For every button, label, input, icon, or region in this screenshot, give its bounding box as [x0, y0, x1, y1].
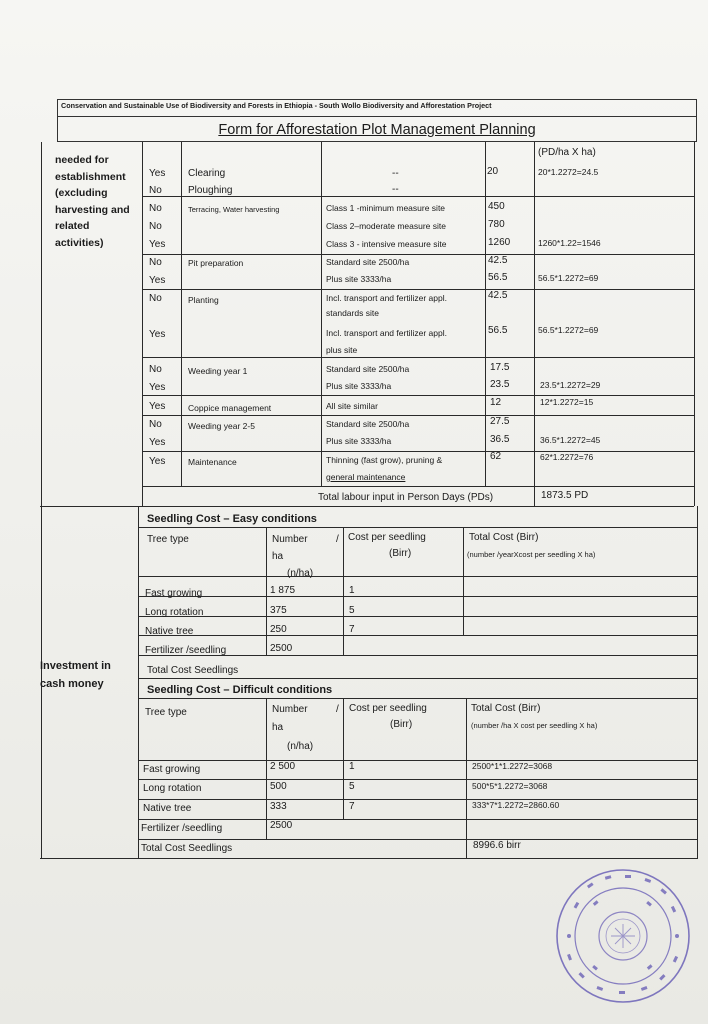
value-coppice: 12 — [490, 397, 502, 408]
spec-ploughing: -- — [392, 184, 399, 195]
easy-col-cost-unit: (Birr) — [389, 548, 412, 559]
spec-coppice: All site similar — [326, 401, 378, 411]
spec-planting-standard: Incl. transport and fertilizer appl. — [326, 293, 447, 303]
formula-coppice: 12*1.2272=15 — [540, 397, 594, 407]
spec-weeding25-plus: Plus site 3333/ha — [326, 436, 392, 446]
spec-planting-plus: Incl. transport and fertilizer appl. — [326, 328, 447, 338]
yn-weeding1-standard: No — [149, 364, 162, 375]
difficult-cost-long-rotation: 5 — [349, 781, 355, 792]
formula-weeding1-plus: 23.5*1.2272=29 — [540, 380, 601, 390]
value-clearing: 20 — [487, 166, 499, 177]
yn-maintenance: Yes — [149, 456, 166, 467]
spec-weeding1-plus: Plus site 3333/ha — [326, 381, 392, 391]
easy-col-number-ha: ha — [272, 551, 284, 562]
easy-number-fast-growing: 1 875 — [270, 585, 296, 596]
investment-section-label: Investment in cash money — [40, 660, 111, 690]
difficult-col-total-formula: (number /ha X cost per seedling X ha) — [471, 721, 598, 730]
difficult-number-native: 333 — [270, 801, 287, 812]
formula-pit-plus: 56.5*1.2272=69 — [538, 273, 599, 283]
activity-weeding-year-1: Weeding year 1 — [188, 366, 248, 376]
yn-pit-standard: No — [149, 257, 162, 268]
difficult-col-cost: Cost per seedling — [349, 703, 427, 714]
value-weeding1-plus: 23.5 — [490, 379, 510, 390]
easy-total-cost-label: Total Cost Seedlings — [147, 665, 239, 676]
easy-col-total-formula: (number /yearXcost per seedling X ha) — [467, 550, 596, 559]
easy-col-number-slash: / — [336, 534, 339, 545]
yn-terracing-1: No — [149, 203, 162, 214]
total-labour-value: 1873.5 PD — [541, 490, 589, 501]
easy-col-cost: Cost per seedling — [348, 532, 426, 543]
yn-pit-plus: Yes — [149, 275, 166, 286]
value-planting-plus: 56.5 — [488, 325, 508, 336]
yn-weeding25-standard: No — [149, 419, 162, 430]
yn-terracing-2: No — [149, 221, 162, 232]
project-title: Conservation and Sustainable Use of Biodiversity and Forests in Ethiopia - South Wollo Biodiversity and Afforestation Project — [57, 99, 697, 117]
easy-number-long-rotation: 375 — [270, 605, 287, 616]
value-weeding25-standard: 27.5 — [490, 416, 510, 427]
official-stamp — [553, 866, 693, 1006]
labour-section-label: needed for establishment (excluding harvesting and related activities) — [55, 154, 130, 249]
yn-ploughing: No — [149, 185, 162, 196]
activity-ploughing: Ploughing — [188, 185, 233, 196]
difficult-col-total: Total Cost (Birr) — [471, 703, 541, 714]
difficult-col-cost-unit: (Birr) — [390, 719, 413, 730]
easy-number-native: 250 — [270, 624, 287, 635]
difficult-total-cost-value: 8996.6 birr — [473, 840, 521, 851]
difficult-tree-native: Native tree — [143, 803, 192, 814]
yn-planting-plus: Yes — [149, 329, 166, 340]
easy-tree-fast-growing: Fast growing — [145, 588, 203, 599]
spec-class1: Class 1 -minimum measure site — [326, 203, 446, 213]
spec-clearing: -- — [392, 168, 399, 179]
activity-pit-preparation: Pit preparation — [188, 258, 244, 268]
easy-col-number: Number — [272, 534, 308, 545]
difficult-total-native: 333*7*1.2272=2860.60 — [472, 800, 560, 810]
easy-col-tree-type: Tree type — [147, 534, 189, 545]
easy-cost-fast-growing: 1 — [349, 585, 355, 596]
value-class1: 450 — [488, 201, 505, 212]
easy-col-number-nha: (n/ha) — [287, 568, 314, 579]
difficult-number-fast-growing: 2 500 — [270, 761, 296, 772]
difficult-col-tree-type: Tree type — [145, 707, 187, 718]
activity-coppice-management: Coppice management — [188, 403, 272, 413]
easy-tree-fertilizer: Fertilizer /seedling — [145, 645, 227, 656]
difficult-tree-fertilizer: Fertilizer /seedling — [141, 823, 223, 834]
total-labour-label: Total labour input in Person Days (PDs) — [318, 492, 494, 503]
formula-weeding25-plus: 36.5*1.2272=45 — [540, 435, 601, 445]
value-pit-plus: 56.5 — [488, 272, 508, 283]
spec-class3: Class 3 - intensive measure site — [326, 239, 447, 249]
difficult-col-number: Number — [272, 704, 308, 715]
easy-section-title: Seedling Cost – Easy conditions — [147, 513, 317, 525]
value-planting-standard: 42.5 — [488, 290, 508, 301]
spec-class2: Class 2–moderate measure site — [326, 221, 447, 231]
yn-coppice: Yes — [149, 401, 166, 412]
difficult-col-number-slash: / — [336, 704, 339, 715]
value-class3: 1260 — [488, 237, 511, 248]
value-maintenance: 62 — [490, 451, 502, 462]
value-class2: 780 — [488, 219, 505, 230]
formula-class3: 1260*1.22=1546 — [538, 238, 601, 248]
activity-weeding-year-2-5: Weeding year 2-5 — [188, 421, 255, 431]
difficult-number-long-rotation: 500 — [270, 781, 287, 792]
spec-pit-standard: Standard site 2500/ha — [326, 257, 410, 267]
difficult-total-long-rotation: 500*5*1.2272=3068 — [472, 781, 548, 791]
easy-number-fertilizer: 2500 — [270, 643, 293, 654]
formula-maintenance: 62*1.2272=76 — [540, 452, 594, 462]
difficult-tree-long-rotation: Long rotation — [143, 783, 202, 794]
difficult-number-fertilizer: 2500 — [270, 820, 293, 831]
formula-clearing: 20*1.2272=24.5 — [538, 167, 599, 177]
yn-terracing-3: Yes — [149, 239, 166, 250]
activity-maintenance: Maintenance — [188, 457, 237, 467]
yn-clearing: Yes — [149, 168, 166, 179]
difficult-total-cost-label: Total Cost Seedlings — [141, 843, 233, 854]
difficult-col-number-ha: ha — [272, 722, 284, 733]
form-title: Form for Afforestation Plot Management Planning — [57, 116, 697, 142]
difficult-tree-fast-growing: Fast growing — [143, 764, 201, 775]
formula-planting-plus: 56.5*1.2272=69 — [538, 325, 599, 335]
yn-weeding1-plus: Yes — [149, 382, 166, 393]
spec-planting-standard-2: standards site — [326, 308, 379, 318]
spec-weeding1-standard: Standard site 2500/ha — [326, 364, 410, 374]
spec-pit-plus: Plus site 3333/ha — [326, 274, 392, 284]
value-weeding25-plus: 36.5 — [490, 434, 510, 445]
easy-cost-long-rotation: 5 — [349, 605, 355, 616]
activity-clearing: Clearing — [188, 168, 226, 179]
value-pit-standard: 42.5 — [488, 255, 508, 266]
activity-planting: Planting — [188, 295, 219, 305]
value-weeding1-standard: 17.5 — [490, 362, 510, 373]
difficult-total-fast-growing: 2500*1*1.2272=3068 — [472, 761, 553, 771]
spec-planting-plus-2: plus site — [326, 345, 358, 355]
difficult-section-title: Seedling Cost – Difficult conditions — [147, 684, 333, 696]
spec-maintenance-2: general maintenance — [326, 472, 406, 482]
difficult-col-number-nha: (n/ha) — [287, 741, 314, 752]
spec-maintenance: Thinning (fast grow), pruning & — [326, 455, 443, 465]
formula-header: (PD/ha X ha) — [538, 147, 596, 158]
activity-terracing: Terracing, Water harvesting — [188, 205, 280, 214]
easy-cost-native: 7 — [349, 624, 355, 635]
easy-tree-long-rotation: Long rotation — [145, 607, 204, 618]
easy-col-total: Total Cost (Birr) — [469, 532, 539, 543]
yn-weeding25-plus: Yes — [149, 437, 166, 448]
easy-tree-native: Native tree — [145, 626, 194, 637]
spec-weeding25-standard: Standard site 2500/ha — [326, 419, 410, 429]
yn-planting-standard: No — [149, 293, 162, 304]
difficult-cost-fast-growing: 1 — [349, 761, 355, 772]
difficult-cost-native: 7 — [349, 801, 355, 812]
